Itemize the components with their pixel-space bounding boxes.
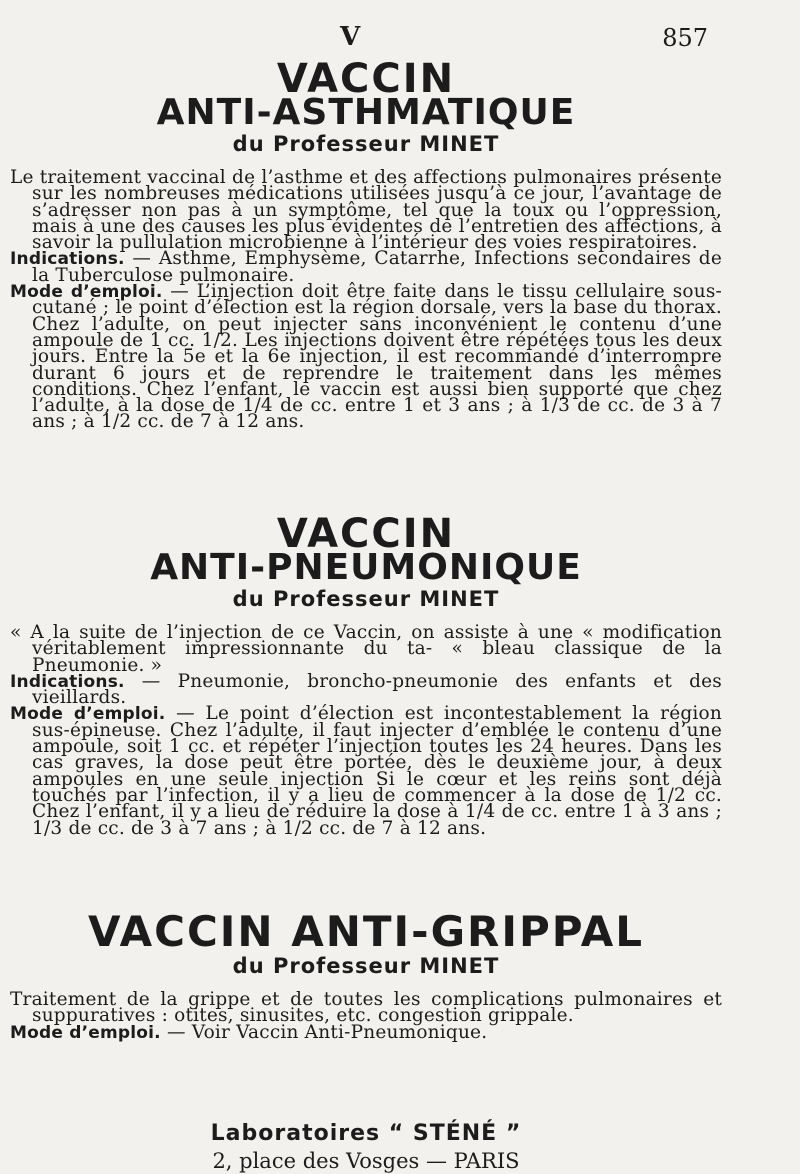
intro-paragraph: Le traitement vaccinal de l’asthme et des affections pulmonaires présente sur les nombreuses médications utilisées jusqu’à ce jour, l’avantage de s’adresser non pas à un symptôme, tel que la toux ou l’oppression, mais à une des causes les plus évidentes de l’entretien des affections, à savoir la pullulation microbienne à l’intérieur des voies respiratoires. [10, 167, 722, 254]
mode-label: Mode d’emploi. [10, 1022, 161, 1043]
indications-label: Indications. [10, 671, 125, 692]
laboratory-address: 2, place des Vosges — PARIS [212, 1149, 520, 1173]
section-anti-asthmatique [10, 56, 722, 517]
indications-paragraph [10, 670, 722, 709]
section-letter: V [340, 22, 361, 52]
section-title-line1: VACCIN [276, 511, 456, 557]
mode-text: — Le point d’élection est incontestablement la région sus-épineuse. Chez l’adulte, il faut injecter d’emblée le contenu d’une ampoule, soit 1 cc. et répéter l’injection toutes les 24 heures. Dans les cas graves, la dose peut être portée, dès le deuxième jour, à deux ampoules en une seule injection Si le cœur et les reins sont déjà touchés par l’infection, il y a lieu de commencer à la dose de 1/2 cc. Chez l’enfant, il y a lieu de réduire la dose à 1/4 de cc. entre 1 à 3 ans ; 1/3 de cc. de 3 à 7 ans ; à 1/2 cc. de 7 à 12 ans. [32, 703, 722, 839]
section-subtitle: du Professeur MINET [232, 954, 500, 978]
intro-paragraph: « A la suite de l’injection de ce Vaccin, on assiste à une « modification véritablement impressionnante du ta- « bleau classique de la Pneumonie. » [10, 622, 722, 676]
page-header [0, 22, 800, 58]
page-number: 857 [662, 24, 708, 52]
laboratory-name: Laboratoires “ STÉNÉ ” [210, 1121, 522, 1146]
intro-paragraph: Traitement de la grippe et de toutes les complications pulmonaires et suppuratives : otites, sinusites, etc. congestion grippale. [10, 989, 722, 1027]
section-title-line1: VACCIN [276, 56, 456, 102]
indications-text: — Asthme, Emphysème, Catarrhe, Infections secondaires de la Tuberculose pulmonaire. [32, 248, 722, 286]
indications-label: Indications. [10, 249, 125, 270]
mode-text: — L’injection doit être faite dans le tissu cellulaire sous-cutané ; le point d’élection est la région dorsale, vers la base du thorax. Chez l’adulte, on peut injecter sans inconvénient le contenu d’une ampoule de 1 cc. 1/2. Les injections doivent être répétées tous les deux jours. Entre la 5e et la 6e injection, il est recommandé d’interrompre durant 6 jours et de reprendre le traitement dans les mêmes conditions. Chez l’enfant, le vaccin est aussi bien supporté que chez l’adulte, à la dose de 1/4 de cc. entre 1 et 3 ans ; à 1/3 de cc. de 3 à 7 ans ; à 1/2 cc. de 7 à 12 ans. [32, 281, 722, 433]
mode-paragraph [10, 281, 722, 433]
mode-label: Mode d’emploi. [10, 704, 166, 725]
section-subtitle: du Professeur MINET [232, 132, 500, 156]
section-anti-grippal [10, 907, 722, 1102]
section-anti-pneumonique [10, 511, 722, 912]
section-title-line2: ANTI-PNEUMONIQUE [150, 547, 582, 588]
advertisement-page [10, 56, 722, 1174]
page-footer [10, 1120, 722, 1174]
mode-label: Mode d’emploi. [10, 282, 163, 303]
mode-paragraph [10, 703, 722, 839]
mode-paragraph [10, 1021, 722, 1043]
indications-text: — Pneumonie, broncho-pneumonie des enfants et des vieillards. [32, 670, 722, 709]
section-title: VACCIN ANTI-GRIPPAL [88, 907, 644, 956]
mode-text: — Voir Vaccin Anti-Pneumonique. [160, 1021, 488, 1043]
section-subtitle: du Professeur MINET [232, 587, 500, 611]
indications-paragraph [10, 248, 722, 286]
section-title-line2: ANTI-ASTHMATIQUE [156, 92, 576, 133]
